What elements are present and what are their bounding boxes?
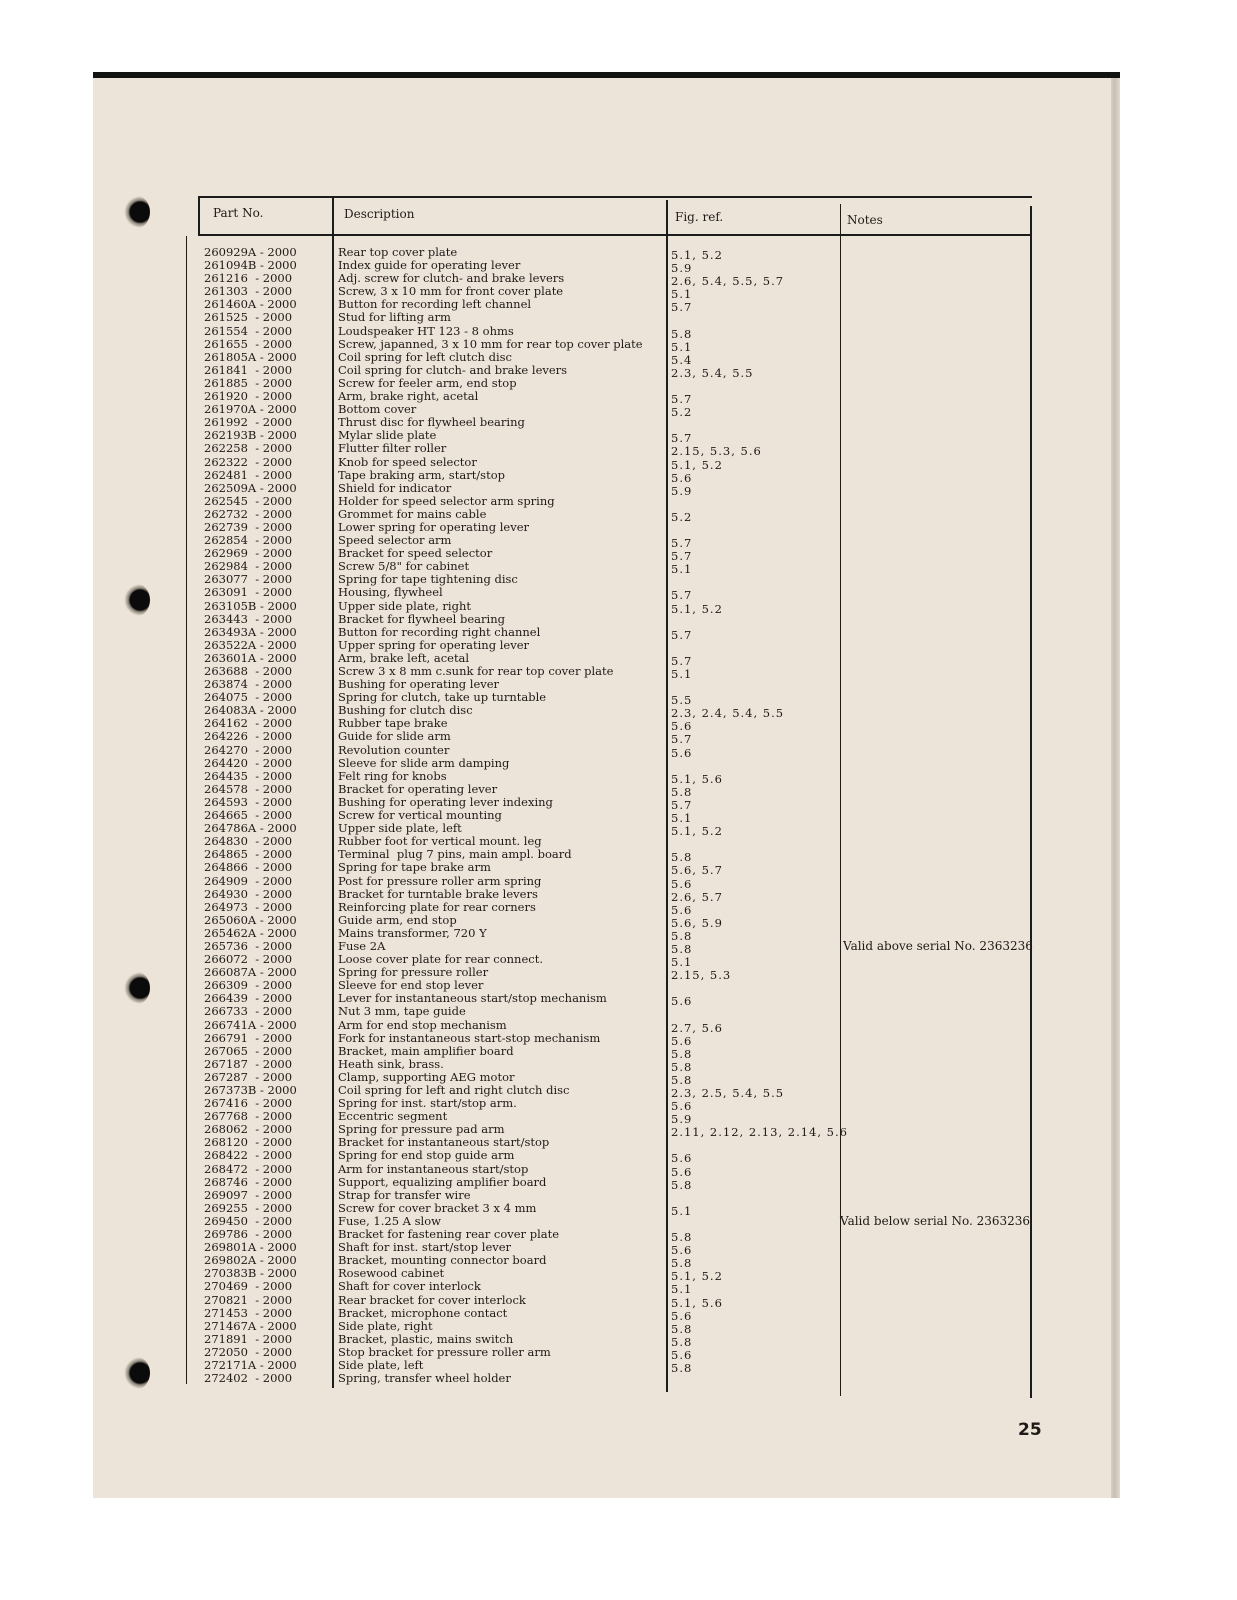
header-description: Description [344, 207, 415, 221]
note: Valid above serial No. 2363236 [843, 939, 1033, 954]
part-number: 267287 - 2000 [204, 1069, 293, 1084]
fig-ref [671, 314, 848, 327]
fig-ref: 5.2 [671, 405, 693, 420]
part-number: 264420 - 2000 [204, 755, 293, 770]
part-number: 262984 - 2000 [204, 559, 293, 574]
part-number: 264083A - 2000 [204, 703, 297, 718]
part-number: 271891 - 2000 [204, 1331, 293, 1346]
binder-hole [124, 584, 150, 616]
part-description: Stop bracket for pressure roller arm [338, 1344, 551, 1359]
fig-ref: 5.7 [671, 797, 693, 812]
part-description: Rear bracket for cover interlock [338, 1292, 526, 1307]
part-description: Mylar slide plate [338, 428, 437, 443]
part-number: 263522A - 2000 [204, 637, 297, 652]
part-number: 264866 - 2000 [204, 860, 293, 875]
fig-ref [671, 681, 848, 694]
part-number: 268422 - 2000 [204, 1148, 293, 1163]
fig-ref: 5.8 [671, 1230, 693, 1245]
fig-ref [671, 419, 848, 432]
fig-ref: 2.3, 5.4, 5.5 [671, 365, 754, 380]
part-number: 266439 - 2000 [204, 991, 293, 1006]
fig-ref [671, 1008, 848, 1021]
binder-hole [124, 196, 150, 228]
part-number: 262739 - 2000 [204, 519, 293, 534]
part-description: Grommet for mains cable [338, 506, 487, 521]
part-description: Button for recording left channel [338, 297, 532, 312]
part-number: 261885 - 2000 [204, 375, 293, 390]
fig-ref: 5.8 [671, 1072, 693, 1087]
part-number: 269450 - 2000 [204, 1213, 293, 1228]
part-number: 262258 - 2000 [204, 441, 293, 456]
part-description: Upper side plate, left [338, 821, 462, 836]
part-description: Housing, flywheel [338, 585, 443, 600]
part-number: 261525 - 2000 [204, 310, 293, 325]
part-number: 266733 - 2000 [204, 1004, 293, 1019]
part-number: 261920 - 2000 [204, 389, 293, 404]
binder-hole [124, 972, 150, 1004]
fig-ref [671, 1375, 848, 1388]
fig-ref: 5.8 [671, 1177, 693, 1192]
part-number: 268472 - 2000 [204, 1161, 293, 1176]
part-description: Arm, brake left, acetal [338, 650, 470, 665]
part-description: Screw 5/8" for cabinet [338, 559, 470, 574]
fig-ref: 5.1 [671, 1203, 693, 1218]
fig-ref: 5.6 [671, 1033, 693, 1048]
fig-ref: 5.6, 5.9 [671, 915, 723, 930]
part-description: Button for recording right channel [338, 624, 541, 639]
fig-ref: 2.15, 5.3, 5.6 [671, 444, 762, 459]
fig-ref: 5.5 [671, 693, 693, 708]
part-number: 266791 - 2000 [204, 1030, 293, 1045]
part-number: 267373B - 2000 [204, 1083, 297, 1097]
part-description: Adj. screw for clutch- and brake levers [338, 271, 565, 286]
part-description: Coil spring for left and right clutch disc [338, 1083, 570, 1097]
part-number: 261094B - 2000 [204, 258, 297, 273]
part-description: Shield for indicator [338, 480, 452, 495]
part-number: 264665 - 2000 [204, 808, 293, 823]
fig-ref: 5.1, 5.2 [671, 601, 723, 616]
part-description: Bracket for turntable brake levers [338, 886, 538, 901]
part-description: Guide for slide arm [338, 729, 451, 744]
part-description: Rear top cover plate [338, 245, 458, 259]
part-description: Terminal plug 7 pins, main ampl. board [338, 847, 572, 862]
column-divider [332, 196, 334, 1388]
part-number: 266072 - 2000 [204, 952, 293, 967]
part-description: Bracket for operating lever [338, 781, 498, 796]
part-description: Coil spring for left clutch disc [338, 349, 512, 364]
part-number: 264830 - 2000 [204, 834, 293, 849]
fig-ref: 5.8 [671, 326, 693, 341]
fig-ref: 5.6, 5.7 [671, 863, 723, 878]
part-number: 261805A - 2000 [204, 349, 297, 364]
fig-ref: 5.8 [671, 850, 693, 865]
part-description: Arm for end stop mechanism [338, 1017, 507, 1032]
fig-ref: 5.7 [671, 653, 693, 668]
fig-ref [671, 616, 848, 629]
part-number: 269255 - 2000 [204, 1200, 293, 1215]
part-description: Heath sink, brass. [338, 1056, 444, 1071]
part-number: 264786A - 2000 [204, 821, 297, 836]
part-number: 261460A - 2000 [204, 297, 297, 312]
fig-ref: 5.6 [671, 902, 693, 917]
part-description: Eccentric segment [338, 1109, 448, 1124]
part-description: Support, equalizing amplifier board [338, 1174, 547, 1189]
part-description: Upper spring for operating lever [338, 637, 530, 652]
part-description: Spring for pressure pad arm [338, 1122, 505, 1137]
part-number: 263105B - 2000 [204, 598, 297, 613]
fig-ref: 5.1, 5.2 [671, 1269, 723, 1284]
part-description: Revolution counter [338, 742, 450, 757]
fig-ref: 5.8 [671, 1046, 693, 1061]
part-description: Fuse, 1.25 A slow [338, 1213, 441, 1228]
part-description: Rubber tape brake [338, 716, 448, 731]
table-top-border [198, 196, 1032, 198]
fig-ref: 5.7 [671, 536, 693, 551]
part-number: 269786 - 2000 [204, 1227, 293, 1242]
part-description: Upper side plate, right [338, 598, 471, 613]
part-number: 261655 - 2000 [204, 336, 293, 351]
part-description: Arm for instantaneous start/stop [338, 1161, 529, 1176]
part-description: Spring for end stop guide arm [338, 1148, 515, 1163]
part-number: 261303 - 2000 [204, 284, 293, 299]
fig-ref: 5.8 [671, 1321, 693, 1336]
page-number: 25 [1018, 1420, 1042, 1440]
part-description: Coil spring for clutch- and brake levers [338, 362, 568, 377]
part-description: Holder for speed selector arm spring [338, 493, 555, 508]
part-number: 266741A - 2000 [204, 1017, 297, 1032]
part-number: 263077 - 2000 [204, 572, 293, 587]
part-number: 267065 - 2000 [204, 1043, 293, 1058]
part-number: 264435 - 2000 [204, 768, 293, 783]
part-number: 268746 - 2000 [204, 1174, 293, 1189]
fig-ref [671, 1139, 848, 1152]
fig-ref: 5.7 [671, 549, 693, 564]
part-number: 264578 - 2000 [204, 781, 293, 796]
part-number: 262732 - 2000 [204, 506, 293, 521]
part-description: Bracket, microphone contact [338, 1305, 508, 1320]
part-number: 269801A - 2000 [204, 1240, 297, 1255]
part-number: 265060A - 2000 [204, 912, 297, 927]
fig-ref [671, 838, 848, 851]
fig-ref: 2.3, 2.5, 5.4, 5.5 [671, 1086, 785, 1100]
part-number: 261841 - 2000 [204, 362, 293, 377]
fig-ref [671, 1218, 848, 1231]
part-description: Nut 3 mm, tape guide [338, 1004, 466, 1019]
part-number: 265736 - 2000 [204, 938, 293, 953]
fig-ref: 2.7, 5.6 [671, 1020, 723, 1035]
part-number: 264930 - 2000 [204, 886, 293, 901]
part-number: 267768 - 2000 [204, 1109, 293, 1124]
fig-ref: 5.1, 5.2 [671, 248, 723, 262]
fig-ref: 5.6 [671, 994, 693, 1009]
fig-ref: 5.7 [671, 300, 693, 315]
fig-ref: 5.1, 5.6 [671, 771, 723, 786]
part-number: 270383B - 2000 [204, 1266, 297, 1281]
binder-hole [124, 1357, 150, 1389]
table-left-border [198, 196, 200, 236]
part-number: 271467A - 2000 [204, 1318, 297, 1333]
fig-ref: 5.6 [671, 470, 693, 485]
fig-ref [671, 982, 848, 995]
part-number: 262509A - 2000 [204, 480, 297, 495]
part-description: Screw, 3 x 10 mm for front cover plate [338, 284, 564, 299]
part-description: Shaft for cover interlock [338, 1279, 481, 1294]
part-number: 260929A - 2000 [204, 245, 297, 259]
fig-ref [671, 642, 848, 655]
part-description: Knob for speed selector [338, 454, 477, 469]
part-number: 263091 - 2000 [204, 585, 293, 600]
part-description: Spring for inst. start/stop arm. [338, 1096, 517, 1111]
fig-ref: 5.8 [671, 1360, 693, 1375]
fig-ref [671, 1192, 848, 1205]
table-right-border [1030, 206, 1032, 1398]
part-number: 269097 - 2000 [204, 1187, 293, 1202]
part-description: Bracket, plastic, mains switch [338, 1331, 514, 1346]
header-bottom-border [198, 234, 1032, 236]
part-number: 261554 - 2000 [204, 323, 293, 338]
part-description: Screw, japanned, 3 x 10 mm for rear top cover plate [338, 336, 643, 351]
fig-ref: 5.8 [671, 1059, 693, 1074]
fig-ref: 5.8 [671, 1256, 693, 1271]
part-description: Side plate, left [338, 1357, 424, 1372]
part-number: 267416 - 2000 [204, 1096, 293, 1111]
fig-ref: 5.6 [671, 1347, 693, 1362]
fig-ref: 5.6 [671, 1243, 693, 1258]
fig-ref [671, 524, 848, 537]
part-number: 269802A - 2000 [204, 1253, 297, 1268]
fig-ref: 5.1, 5.6 [671, 1295, 723, 1310]
header-part-no: Part No. [213, 206, 264, 220]
part-number: 268062 - 2000 [204, 1122, 293, 1137]
fig-ref: 5.1, 5.2 [671, 457, 723, 472]
part-number: 264270 - 2000 [204, 742, 293, 757]
part-description: Shaft for inst. start/stop lever [338, 1240, 512, 1255]
part-number: 264075 - 2000 [204, 690, 293, 705]
part-description: Bushing for clutch disc [338, 703, 473, 718]
part-description: Speed selector arm [338, 533, 452, 548]
description-column [338, 246, 643, 1385]
fig-ref: 5.7 [671, 392, 693, 407]
part-description: Bushing for operating lever [338, 677, 500, 692]
fig-ref: 5.9 [671, 261, 693, 276]
part-description: Thrust disc for flywheel bearing [338, 415, 525, 430]
part-number: 266087A - 2000 [204, 965, 297, 980]
part-description: Guide arm, end stop [338, 912, 457, 927]
fig-ref: 5.1 [671, 287, 693, 302]
fig-ref: 5.1, 5.2 [671, 824, 723, 839]
page-edge [1111, 78, 1120, 1498]
fig-ref: 5.6 [671, 1099, 693, 1114]
part-number: 266309 - 2000 [204, 978, 293, 993]
part-description: Sleeve for end stop lever [338, 978, 484, 993]
part-description: Clamp, supporting AEG motor [338, 1069, 515, 1084]
fig-ref: 2.3, 2.4, 5.4, 5.5 [671, 706, 785, 721]
part-description: Strap for transfer wire [338, 1187, 471, 1202]
part-description: Arm, brake right, acetal [338, 389, 479, 404]
part-number: 268120 - 2000 [204, 1135, 293, 1150]
part-number: 262193B - 2000 [204, 428, 297, 443]
fig-ref: 5.1 [671, 811, 693, 826]
part-number: 262969 - 2000 [204, 546, 293, 561]
part-number: 264865 - 2000 [204, 847, 293, 862]
part-description: Spring for clutch, take up turntable [338, 690, 547, 705]
part-number: 271453 - 2000 [204, 1305, 293, 1320]
fig-ref: 5.6 [671, 876, 693, 891]
part-number: 265462A - 2000 [204, 925, 297, 940]
fig-ref [671, 380, 848, 393]
part-description: Bracket for fastening rear cover plate [338, 1227, 560, 1242]
part-description: Fork for instantaneous start-stop mechanism [338, 1030, 601, 1045]
part-description: Spring for tape tightening disc [338, 572, 518, 587]
part-description: Lower spring for operating lever [338, 519, 530, 534]
part-number: 264909 - 2000 [204, 873, 293, 888]
part-description: Felt ring for knobs [338, 768, 447, 783]
part-description: Sleeve for slide arm damping [338, 755, 510, 770]
fig-ref: 5.4 [671, 352, 693, 367]
part-number: 261992 - 2000 [204, 415, 293, 430]
part-number: 261970A - 2000 [204, 402, 297, 417]
header-fig-ref: Fig. ref. [675, 210, 724, 224]
part-description: Bracket, mounting connector board [338, 1253, 547, 1268]
part-description: Screw for cover bracket 3 x 4 mm [338, 1200, 537, 1215]
fig-ref: 5.7 [671, 627, 693, 642]
fig-ref: 5.6 [671, 1308, 693, 1323]
fig-ref: 5.7 [671, 588, 693, 603]
part-description: Loose cover plate for rear connect. [338, 952, 543, 967]
part-number: 261216 - 2000 [204, 271, 293, 286]
part-number: 264226 - 2000 [204, 729, 293, 744]
part-number-column [204, 246, 297, 1385]
part-number: 262322 - 2000 [204, 454, 293, 469]
fig-ref: 5.6 [671, 745, 693, 760]
part-description: Lever for instantaneous start/stop mechanism [338, 991, 607, 1006]
part-number: 264593 - 2000 [204, 794, 293, 809]
part-number: 263688 - 2000 [204, 664, 293, 678]
fig-ref: 5.6 [671, 1164, 693, 1179]
part-description: Bracket for flywheel bearing [338, 611, 505, 626]
fig-ref: 2.15, 5.3 [671, 968, 732, 983]
part-description: Fuse 2A [338, 938, 386, 953]
part-description: Spring, transfer wheel holder [338, 1371, 511, 1386]
part-description: Bushing for operating lever indexing [338, 794, 553, 809]
part-description: Bracket for instantaneous start/stop [338, 1135, 550, 1150]
part-description: Bracket for speed selector [338, 546, 493, 561]
part-description: Spring for pressure roller [338, 965, 489, 980]
part-description: Reinforcing plate for rear corners [338, 899, 536, 914]
part-description: Loudspeaker HT 123 - 8 ohms [338, 323, 514, 338]
part-number: 262481 - 2000 [204, 467, 293, 482]
part-description: Post for pressure roller arm spring [338, 873, 542, 888]
fig-ref: 5.7 [671, 431, 693, 446]
part-description: Screw 3 x 8 mm c.sunk for rear top cover plate [338, 664, 614, 678]
fig-ref: 5.9 [671, 1112, 693, 1127]
fig-ref: 5.1 [671, 955, 693, 970]
part-description: Bracket, main amplifier board [338, 1043, 514, 1058]
part-description: Screw for vertical mounting [338, 808, 502, 823]
part-description: Rubber foot for vertical mount. leg [338, 834, 542, 849]
part-number: 267187 - 2000 [204, 1056, 293, 1071]
fig-ref: 5.7 [671, 732, 693, 747]
fig-ref: 5.8 [671, 784, 693, 799]
fig-ref: 5.8 [671, 928, 693, 943]
fig-ref: 5.8 [671, 1334, 693, 1349]
fig-ref [671, 760, 848, 773]
part-description: Screw for feeler arm, end stop [338, 375, 517, 390]
fig-ref [671, 498, 848, 511]
part-description: Index guide for operating lever [338, 258, 521, 273]
column-divider [666, 200, 668, 1392]
part-number: 263493A - 2000 [204, 624, 297, 639]
fig-ref: 5.1 [671, 667, 693, 681]
part-description: Bottom cover [338, 402, 417, 417]
fig-ref: 5.2 [671, 509, 693, 524]
fig-ref: 5.6 [671, 1151, 693, 1166]
part-description: Flutter filter roller [338, 441, 447, 456]
part-description: Stud for lifting arm [338, 310, 451, 325]
part-number: 272050 - 2000 [204, 1344, 293, 1359]
fig-ref-column [671, 249, 848, 1388]
fig-ref: 5.6 [671, 719, 693, 734]
part-description: Spring for tape brake arm [338, 860, 491, 875]
table-left-border-lower [186, 236, 187, 1384]
fig-ref: 2.6, 5.7 [671, 889, 723, 904]
part-description: Rosewood cabinet [338, 1266, 445, 1281]
fig-ref: 2.6, 5.4, 5.5, 5.7 [671, 274, 785, 289]
part-description: Tape braking arm, start/stop [338, 467, 505, 482]
fig-ref [671, 576, 848, 589]
note: Valid below serial No. 2363236 [840, 1214, 1031, 1229]
part-number: 263443 - 2000 [204, 611, 293, 626]
part-number: 262545 - 2000 [204, 493, 293, 508]
part-number: 272171A - 2000 [204, 1357, 297, 1372]
part-number: 263601A - 2000 [204, 650, 297, 665]
fig-ref: 5.1 [671, 1282, 693, 1297]
fig-ref: 5.8 [671, 941, 693, 956]
part-number: 270469 - 2000 [204, 1279, 293, 1294]
part-number: 272402 - 2000 [204, 1371, 293, 1386]
header-notes: Notes [847, 213, 883, 227]
fig-ref: 5.1 [671, 339, 693, 354]
part-description: Side plate, right [338, 1318, 433, 1333]
fig-ref: 5.1 [671, 562, 693, 577]
fig-ref: 5.9 [671, 483, 693, 498]
part-number: 264973 - 2000 [204, 899, 293, 914]
part-number: 264162 - 2000 [204, 716, 293, 731]
part-number: 270821 - 2000 [204, 1292, 293, 1307]
fig-ref: 2.11, 2.12, 2.13, 2.14, 5.6 [671, 1125, 848, 1140]
part-description: Mains transformer, 720 Y [338, 925, 487, 940]
part-number: 262854 - 2000 [204, 533, 293, 548]
part-number: 263874 - 2000 [204, 677, 293, 692]
